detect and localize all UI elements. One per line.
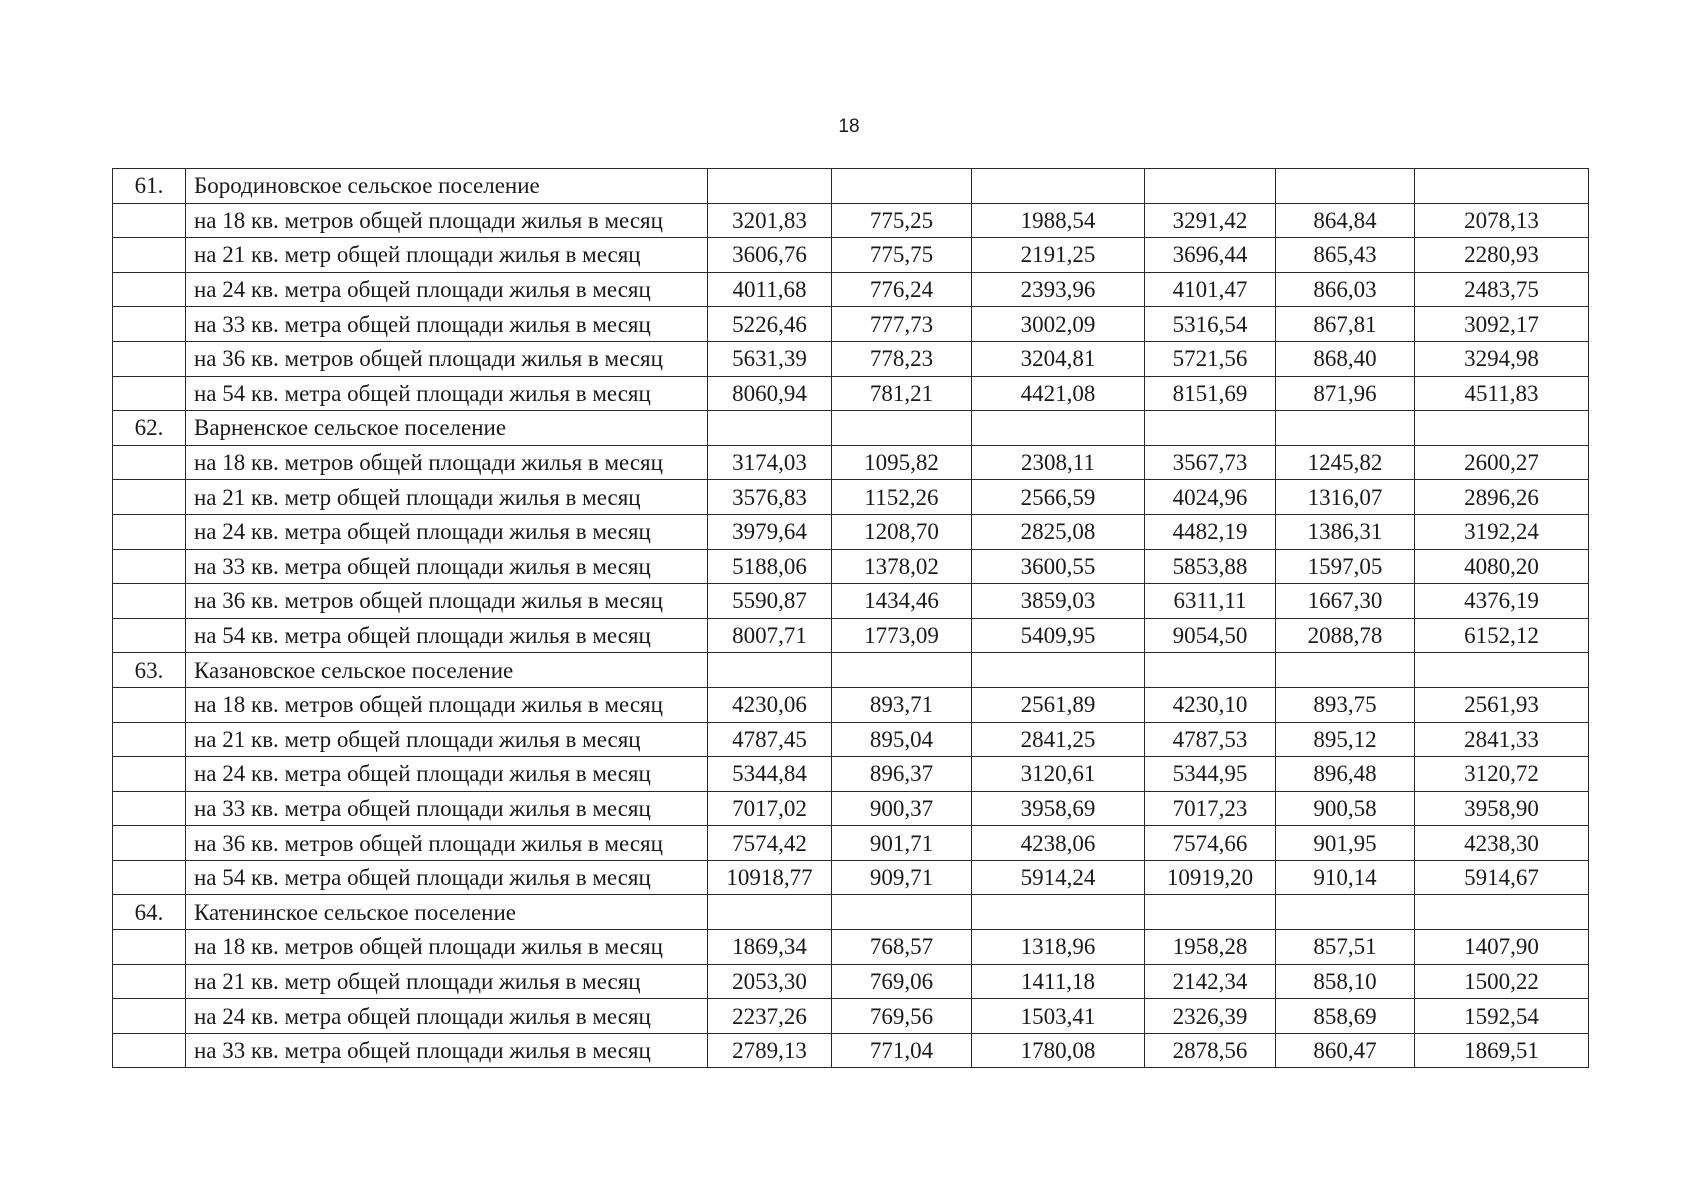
tariff-table — [112, 168, 1589, 1068]
value-cell: 2600,27 — [1415, 445, 1589, 480]
empty-cell — [1276, 411, 1415, 446]
value-cell: 3120,72 — [1415, 757, 1589, 792]
value-cell: 7017,23 — [1145, 791, 1276, 826]
row-label: на 33 кв. метра общей площади жилья в месяц — [186, 549, 708, 584]
value-cell: 2326,39 — [1145, 999, 1276, 1034]
value-cell: 5316,54 — [1145, 307, 1276, 342]
value-cell: 777,73 — [832, 307, 972, 342]
value-cell: 893,71 — [832, 687, 972, 722]
value-cell: 3192,24 — [1415, 514, 1589, 549]
value-cell: 3291,42 — [1145, 203, 1276, 238]
value-cell: 3174,03 — [708, 445, 832, 480]
value-cell: 1773,09 — [832, 618, 972, 653]
value-cell: 1958,28 — [1145, 930, 1276, 965]
page-number: 18 — [838, 116, 860, 137]
value-cell: 1316,07 — [1276, 480, 1415, 515]
row-number-cell — [113, 341, 186, 376]
table-row — [113, 203, 1589, 238]
value-cell: 3958,69 — [972, 791, 1145, 826]
value-cell: 5409,95 — [972, 618, 1145, 653]
value-cell: 3958,90 — [1415, 791, 1589, 826]
section-name: Бородиновское сельское поселение — [186, 169, 708, 204]
empty-cell — [1145, 411, 1276, 446]
row-label: на 33 кв. метра общей площади жилья в месяц — [186, 791, 708, 826]
table-row — [113, 445, 1589, 480]
value-cell: 900,58 — [1276, 791, 1415, 826]
value-cell: 5188,06 — [708, 549, 832, 584]
value-cell: 860,47 — [1276, 1033, 1415, 1068]
table-row — [113, 514, 1589, 549]
empty-cell — [1415, 169, 1589, 204]
value-cell: 2393,96 — [972, 272, 1145, 307]
row-label: на 54 кв. метра общей площади жилья в месяц — [186, 376, 708, 411]
empty-cell — [708, 411, 832, 446]
value-cell: 896,48 — [1276, 757, 1415, 792]
table-row — [113, 238, 1589, 273]
value-cell: 858,10 — [1276, 964, 1415, 999]
value-cell: 7017,02 — [708, 791, 832, 826]
value-cell: 4101,47 — [1145, 272, 1276, 307]
value-cell: 896,37 — [832, 757, 972, 792]
value-cell: 778,23 — [832, 341, 972, 376]
row-number-cell — [113, 930, 186, 965]
value-cell: 895,04 — [832, 722, 972, 757]
section-header-row — [113, 895, 1589, 930]
empty-cell — [972, 411, 1145, 446]
empty-cell — [832, 169, 972, 204]
row-label: на 21 кв. метр общей площади жилья в месяц — [186, 722, 708, 757]
value-cell: 867,81 — [1276, 307, 1415, 342]
value-cell: 3092,17 — [1415, 307, 1589, 342]
value-cell: 895,12 — [1276, 722, 1415, 757]
value-cell: 2191,25 — [972, 238, 1145, 273]
section-header-row — [113, 169, 1589, 204]
value-cell: 8151,69 — [1145, 376, 1276, 411]
value-cell: 2237,26 — [708, 999, 832, 1034]
table-row — [113, 376, 1589, 411]
row-label: на 24 кв. метра общей площади жилья в месяц — [186, 757, 708, 792]
value-cell: 2896,26 — [1415, 480, 1589, 515]
row-number-cell — [113, 272, 186, 307]
value-cell: 2280,93 — [1415, 238, 1589, 273]
value-cell: 1208,70 — [832, 514, 972, 549]
value-cell: 1869,34 — [708, 930, 832, 965]
row-number-cell — [113, 307, 186, 342]
value-cell: 1500,22 — [1415, 964, 1589, 999]
value-cell: 866,03 — [1276, 272, 1415, 307]
value-cell: 1318,96 — [972, 930, 1145, 965]
value-cell: 1869,51 — [1415, 1033, 1589, 1068]
table-row — [113, 549, 1589, 584]
row-label: на 24 кв. метра общей площади жилья в месяц — [186, 272, 708, 307]
empty-cell — [1145, 653, 1276, 688]
value-cell: 2142,34 — [1145, 964, 1276, 999]
value-cell: 1434,46 — [832, 584, 972, 619]
row-label: на 33 кв. метра общей площади жилья в месяц — [186, 307, 708, 342]
value-cell: 4230,06 — [708, 687, 832, 722]
table-row — [113, 341, 1589, 376]
value-cell: 1245,82 — [1276, 445, 1415, 480]
value-cell: 909,71 — [832, 860, 972, 895]
value-cell: 3696,44 — [1145, 238, 1276, 273]
value-cell: 3204,81 — [972, 341, 1145, 376]
value-cell: 4511,83 — [1415, 376, 1589, 411]
value-cell: 2841,33 — [1415, 722, 1589, 757]
value-cell: 4482,19 — [1145, 514, 1276, 549]
value-cell: 2308,11 — [972, 445, 1145, 480]
table-row — [113, 860, 1589, 895]
row-label: на 18 кв. метров общей площади жилья в месяц — [186, 930, 708, 965]
value-cell: 3606,76 — [708, 238, 832, 273]
value-cell: 3002,09 — [972, 307, 1145, 342]
value-cell: 776,24 — [832, 272, 972, 307]
row-number-cell — [113, 618, 186, 653]
section-header-row — [113, 411, 1589, 446]
value-cell: 4024,96 — [1145, 480, 1276, 515]
value-cell: 4230,10 — [1145, 687, 1276, 722]
value-cell: 5853,88 — [1145, 549, 1276, 584]
value-cell: 893,75 — [1276, 687, 1415, 722]
value-cell: 2561,93 — [1415, 687, 1589, 722]
value-cell: 4238,30 — [1415, 826, 1589, 861]
value-cell: 5631,39 — [708, 341, 832, 376]
row-label: на 21 кв. метр общей площади жилья в месяц — [186, 238, 708, 273]
value-cell: 6152,12 — [1415, 618, 1589, 653]
value-cell: 2878,56 — [1145, 1033, 1276, 1068]
value-cell: 775,75 — [832, 238, 972, 273]
value-cell: 7574,66 — [1145, 826, 1276, 861]
empty-cell — [1415, 411, 1589, 446]
empty-cell — [1415, 895, 1589, 930]
value-cell: 868,40 — [1276, 341, 1415, 376]
section-number: 64. — [113, 895, 186, 930]
table-body — [113, 169, 1589, 1068]
value-cell: 1407,90 — [1415, 930, 1589, 965]
value-cell: 871,96 — [1276, 376, 1415, 411]
row-number-cell — [113, 549, 186, 584]
value-cell: 3201,83 — [708, 203, 832, 238]
row-label: на 18 кв. метров общей площади жилья в месяц — [186, 687, 708, 722]
value-cell: 769,56 — [832, 999, 972, 1034]
value-cell: 5914,67 — [1415, 860, 1589, 895]
value-cell: 858,69 — [1276, 999, 1415, 1034]
value-cell: 4080,20 — [1415, 549, 1589, 584]
empty-cell — [1145, 169, 1276, 204]
section-name: Катенинское сельское поселение — [186, 895, 708, 930]
empty-cell — [832, 895, 972, 930]
value-cell: 1988,54 — [972, 203, 1145, 238]
row-number-cell — [113, 722, 186, 757]
value-cell: 3576,83 — [708, 480, 832, 515]
empty-cell — [972, 653, 1145, 688]
row-number-cell — [113, 687, 186, 722]
value-cell: 1386,31 — [1276, 514, 1415, 549]
value-cell: 1411,18 — [972, 964, 1145, 999]
row-number-cell — [113, 445, 186, 480]
empty-cell — [832, 411, 972, 446]
value-cell: 2789,13 — [708, 1033, 832, 1068]
table-row — [113, 584, 1589, 619]
value-cell: 4787,53 — [1145, 722, 1276, 757]
value-cell: 769,06 — [832, 964, 972, 999]
row-number-cell — [113, 757, 186, 792]
value-cell: 8007,71 — [708, 618, 832, 653]
row-label: на 36 кв. метров общей площади жилья в месяц — [186, 826, 708, 861]
table-row — [113, 930, 1589, 965]
value-cell: 3567,73 — [1145, 445, 1276, 480]
value-cell: 2078,13 — [1415, 203, 1589, 238]
value-cell: 1503,41 — [972, 999, 1145, 1034]
value-cell: 8060,94 — [708, 376, 832, 411]
value-cell: 1597,05 — [1276, 549, 1415, 584]
row-label: на 21 кв. метр общей площади жилья в месяц — [186, 480, 708, 515]
value-cell: 857,51 — [1276, 930, 1415, 965]
row-label: на 54 кв. метра общей площади жилья в месяц — [186, 618, 708, 653]
value-cell: 6311,11 — [1145, 584, 1276, 619]
empty-cell — [1276, 169, 1415, 204]
section-name: Варненское сельское поселение — [186, 411, 708, 446]
value-cell: 2566,59 — [972, 480, 1145, 515]
value-cell: 5914,24 — [972, 860, 1145, 895]
section-header-row — [113, 653, 1589, 688]
value-cell: 5590,87 — [708, 584, 832, 619]
row-label: на 33 кв. метра общей площади жилья в месяц — [186, 1033, 708, 1068]
table-row — [113, 618, 1589, 653]
row-number-cell — [113, 1033, 186, 1068]
value-cell: 4376,19 — [1415, 584, 1589, 619]
value-cell: 3294,98 — [1415, 341, 1589, 376]
row-label: на 18 кв. метров общей площади жилья в месяц — [186, 445, 708, 480]
row-number-cell — [113, 964, 186, 999]
value-cell: 10918,77 — [708, 860, 832, 895]
table-row — [113, 757, 1589, 792]
value-cell: 2088,78 — [1276, 618, 1415, 653]
table-row — [113, 791, 1589, 826]
row-label: на 36 кв. метров общей площади жилья в месяц — [186, 341, 708, 376]
value-cell: 900,37 — [832, 791, 972, 826]
value-cell: 781,21 — [832, 376, 972, 411]
value-cell: 1152,26 — [832, 480, 972, 515]
section-number: 61. — [113, 169, 186, 204]
value-cell: 5721,56 — [1145, 341, 1276, 376]
empty-cell — [708, 169, 832, 204]
row-number-cell — [113, 238, 186, 273]
table-row — [113, 307, 1589, 342]
table-row — [113, 480, 1589, 515]
value-cell: 3120,61 — [972, 757, 1145, 792]
row-label: на 24 кв. метра общей площади жилья в месяц — [186, 999, 708, 1034]
table-row — [113, 999, 1589, 1034]
value-cell: 864,84 — [1276, 203, 1415, 238]
value-cell: 4787,45 — [708, 722, 832, 757]
table-row — [113, 272, 1589, 307]
row-label: на 36 кв. метров общей площади жилья в месяц — [186, 584, 708, 619]
value-cell: 775,25 — [832, 203, 972, 238]
value-cell: 5344,95 — [1145, 757, 1276, 792]
value-cell: 1592,54 — [1415, 999, 1589, 1034]
value-cell: 1780,08 — [972, 1033, 1145, 1068]
value-cell: 3979,64 — [708, 514, 832, 549]
row-label: на 21 кв. метр общей площади жилья в месяц — [186, 964, 708, 999]
value-cell: 2483,75 — [1415, 272, 1589, 307]
value-cell: 901,71 — [832, 826, 972, 861]
row-label: на 24 кв. метра общей площади жилья в месяц — [186, 514, 708, 549]
section-number: 63. — [113, 653, 186, 688]
value-cell: 4238,06 — [972, 826, 1145, 861]
value-cell: 2841,25 — [972, 722, 1145, 757]
table-row — [113, 826, 1589, 861]
value-cell: 3859,03 — [972, 584, 1145, 619]
value-cell: 910,14 — [1276, 860, 1415, 895]
row-number-cell — [113, 203, 186, 238]
empty-cell — [972, 895, 1145, 930]
row-number-cell — [113, 860, 186, 895]
row-label: на 18 кв. метров общей площади жилья в месяц — [186, 203, 708, 238]
value-cell: 1378,02 — [832, 549, 972, 584]
value-cell: 771,04 — [832, 1033, 972, 1068]
value-cell: 1095,82 — [832, 445, 972, 480]
row-number-cell — [113, 826, 186, 861]
row-number-cell — [113, 514, 186, 549]
value-cell: 5344,84 — [708, 757, 832, 792]
empty-cell — [1276, 653, 1415, 688]
empty-cell — [1145, 895, 1276, 930]
empty-cell — [708, 653, 832, 688]
empty-cell — [832, 653, 972, 688]
value-cell: 2053,30 — [708, 964, 832, 999]
section-number: 62. — [113, 411, 186, 446]
section-name: Казановское сельское поселение — [186, 653, 708, 688]
table-row — [113, 722, 1589, 757]
row-number-cell — [113, 480, 186, 515]
value-cell: 9054,50 — [1145, 618, 1276, 653]
value-cell: 4421,08 — [972, 376, 1145, 411]
table-row — [113, 1033, 1589, 1068]
value-cell: 2825,08 — [972, 514, 1145, 549]
value-cell: 1667,30 — [1276, 584, 1415, 619]
table-row — [113, 964, 1589, 999]
row-number-cell — [113, 999, 186, 1034]
value-cell: 5226,46 — [708, 307, 832, 342]
row-number-cell — [113, 584, 186, 619]
value-cell: 10919,20 — [1145, 860, 1276, 895]
row-number-cell — [113, 376, 186, 411]
value-cell: 2561,89 — [972, 687, 1145, 722]
table-row — [113, 687, 1589, 722]
value-cell: 7574,42 — [708, 826, 832, 861]
value-cell: 865,43 — [1276, 238, 1415, 273]
value-cell: 901,95 — [1276, 826, 1415, 861]
value-cell: 3600,55 — [972, 549, 1145, 584]
row-number-cell — [113, 791, 186, 826]
row-label: на 54 кв. метра общей площади жилья в месяц — [186, 860, 708, 895]
empty-cell — [1276, 895, 1415, 930]
empty-cell — [972, 169, 1145, 204]
empty-cell — [1415, 653, 1589, 688]
value-cell: 4011,68 — [708, 272, 832, 307]
value-cell: 768,57 — [832, 930, 972, 965]
empty-cell — [708, 895, 832, 930]
